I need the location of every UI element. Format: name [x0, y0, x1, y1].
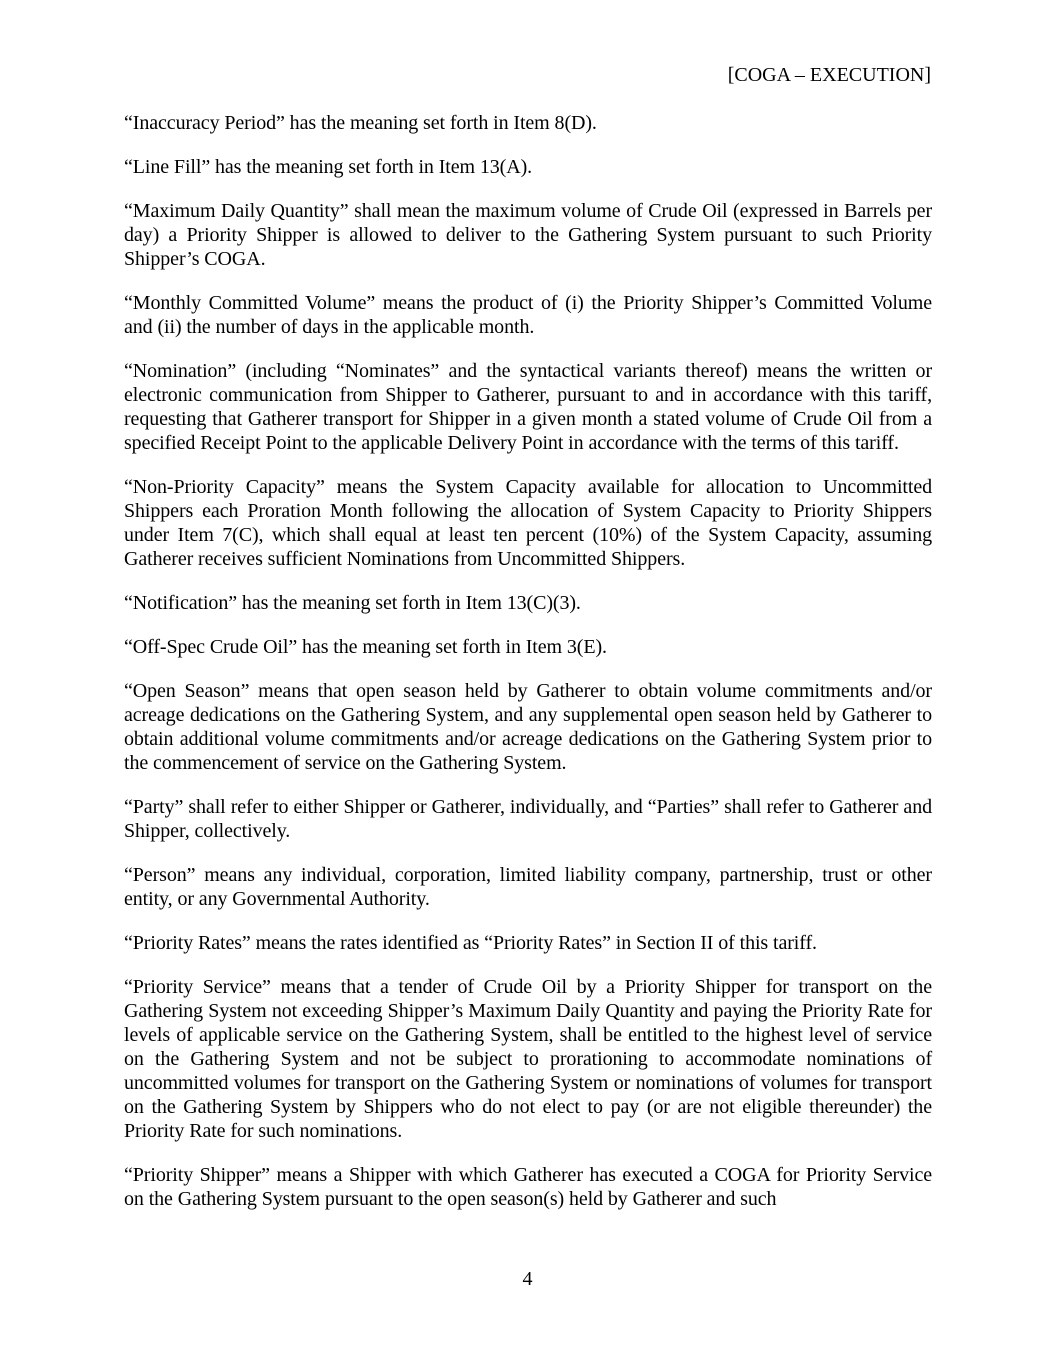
definition-notification: “Notification” has the meaning set forth in Item 13(C)(3).: [124, 592, 581, 614]
definition-person: “Person” means any individual, corporation, limited liability company, partnership, trust or other entity, or any Governmental Authority.: [124, 864, 932, 910]
definition-priority-rates: “Priority Rates” means the rates identified as “Priority Rates” in Section II of this tariff.: [124, 932, 817, 954]
definition-line-fill: “Line Fill” has the meaning set forth in Item 13(A).: [124, 156, 533, 178]
definition-priority-service: “Priority Service” means that a tender of Crude Oil by a Priority Shipper for transport on the Gathering System not exceeding Shipper’s Maximum Daily Quantity and paying the Priority Rate for levels of applicable service on the Gathering System, shall be entitled to the highest level of service on the Gathering System and not be subject to prorationing to accommodate nominations of uncommitted volumes for transport on the Gathering System or nominations of volumes for transport on the Gathering System by Shippers who do not elect to pay (or are not eligible thereunder) the Priority Rate for such nominations.: [124, 976, 932, 1142]
definition-nomination: “Nomination” (including “Nominates” and the syntactical variants thereof) means the written or electronic communication from Shipper to Gatherer, pursuant to and in accordance with this tariff, requesting that Gatherer transport for Shipper in a given month a stated volume of Crude Oil from a specified Receipt Point to the applicable Delivery Point in accordance with the terms of this tariff.: [124, 360, 932, 454]
definition-open-season: “Open Season” means that open season held by Gatherer to obtain volume commitments and/or acreage dedications on the Gathering System, and any supplemental open season held by Gatherer to obtain additional volume commitments and/or acreage dedications on the Gathering System prior to the commencement of service on the Gathering System.: [124, 680, 932, 774]
definitions-list: [124, 111, 932, 1231]
document-header-tag: [COGA – EXECUTION]: [727, 64, 931, 86]
definition-priority-shipper: “Priority Shipper” means a Shipper with which Gatherer has executed a COGA for Priority Service on the Gathering System pursuant to the open season(s) held by Gatherer and such: [124, 1164, 932, 1210]
definition-monthly-committed-volume: “Monthly Committed Volume” means the product of (i) the Priority Shipper’s Committed Volume and (ii) the number of days in the applicable month.: [124, 292, 932, 338]
page-number: 4: [522, 1268, 533, 1290]
definition-off-spec-crude-oil: “Off-Spec Crude Oil” has the meaning set forth in Item 3(E).: [124, 636, 607, 658]
definition-inaccuracy-period: “Inaccuracy Period” has the meaning set forth in Item 8(D).: [124, 112, 597, 134]
definition-maximum-daily-quantity: “Maximum Daily Quantity” shall mean the maximum volume of Crude Oil (expressed in Barrels per day) a Priority Shipper is allowed to deliver to the Gathering System pursuant to such Priority Shipper’s COGA.: [124, 200, 932, 270]
definition-party: “Party” shall refer to either Shipper or Gatherer, individually, and “Parties” shall refer to Gatherer and Shipper, collectively.: [124, 796, 932, 842]
definition-non-priority-capacity: “Non-Priority Capacity” means the System Capacity available for allocation to Uncommitted Shippers each Proration Month following the allocation of System Capacity to Priority Shippers under Item 7(C), which shall equal at least ten percent (10%) of the System Capacity, assuming Gatherer receives sufficient Nominations from Uncommitted Shippers.: [124, 476, 932, 570]
